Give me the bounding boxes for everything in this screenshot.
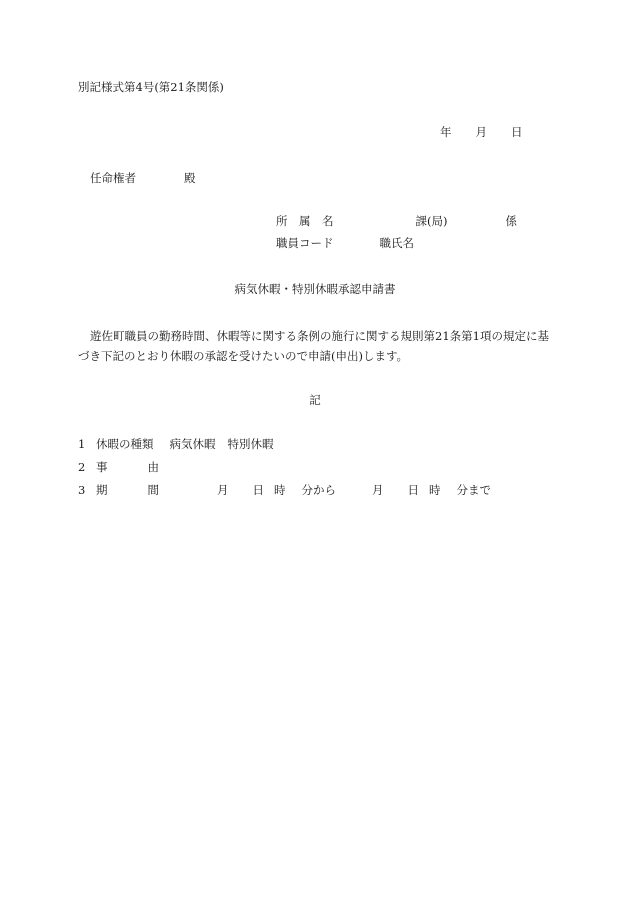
item-number: 3 (78, 483, 86, 497)
date-line (440, 127, 523, 139)
start-hour-label: 時 (274, 483, 286, 497)
appointing-authority-label: 任命権者 (90, 171, 136, 185)
end-day-label: 日 (407, 483, 419, 497)
leave-option-special: 特別休暇 (227, 437, 274, 451)
leave-type-item (78, 439, 274, 451)
honorific-label: 殿 (184, 171, 196, 185)
start-month-label: 月 (217, 483, 229, 497)
start-minute-label: 分から (301, 483, 336, 497)
end-minute-label: 分まで (456, 483, 491, 497)
document-title: 病気休暇・特別休暇承認申請書 (234, 282, 396, 296)
staff-name-label: 職氏名 (379, 236, 414, 250)
addressee-line (90, 173, 196, 185)
period-item (78, 485, 491, 497)
end-hour-label: 時 (429, 483, 441, 497)
affiliation-label: 所 属 名 (276, 214, 334, 228)
date-year-label: 年 (440, 125, 452, 139)
date-month-label: 月 (475, 125, 487, 139)
period-label-a: 期 (96, 483, 108, 497)
end-month-label: 月 (372, 483, 384, 497)
item-number: 2 (78, 460, 86, 474)
start-day-label: 日 (252, 483, 264, 497)
leave-type-label: 休暇の種類 (96, 437, 154, 451)
item-number: 1 (78, 437, 86, 451)
ki-heading: 記 (309, 393, 321, 407)
affiliation-line (276, 216, 517, 228)
period-label-b: 間 (147, 483, 159, 497)
form-reference: 別記様式第4号(第21条関係) (78, 80, 224, 94)
leave-option-sick: 病気休暇 (169, 437, 216, 451)
unit-label: 係 (505, 214, 517, 228)
section-label: 課(局) (415, 214, 448, 228)
date-day-label: 日 (511, 125, 523, 139)
staff-line (276, 238, 414, 250)
reason-label-b: 由 (147, 460, 159, 474)
reason-item (78, 462, 159, 474)
body-paragraph: 遊佐町職員の勤務時間、休暇等に関する条例の施行に関する規則第21条第1項の規定に基づき下記のとおり休暇の承認を受けたいので申請(申出)します。 (78, 329, 549, 364)
reason-label-a: 事 (96, 460, 108, 474)
staff-code-label: 職員コード (276, 236, 334, 250)
